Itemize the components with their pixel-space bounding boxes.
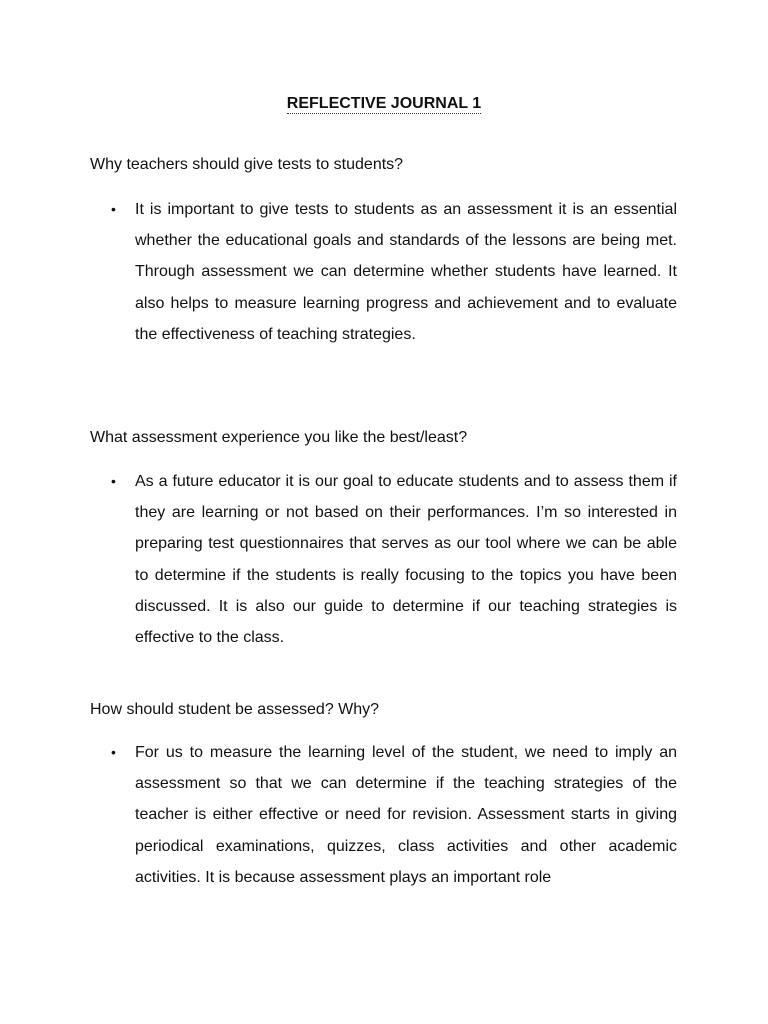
bullet-3: • (111, 744, 116, 760)
answer-2: As a future educator it is our goal to educate students and to assess them if they are learning or not based on their performances. I’m so interested in preparing test questionnaires that serves as our tool where we can be able to determine if the students is really focusing to the topics you have been discussed. It is also our guide to determine if our teaching strategies is effective to the class. (135, 473, 677, 647)
question-2: What assessment experience you like the best/least? (90, 429, 468, 446)
bullet-1: • (111, 201, 116, 217)
answer-1: It is important to give tests to students as an assessment it is an essential whether the educational goals and standards of the lessons are being met. Through assessment we can determine whether students have learned. It also helps to measure learning progress and achievement and to evaluate the effectiveness of teaching strategies. (135, 201, 677, 343)
question-3: How should student be assessed? Why? (90, 701, 380, 718)
document-title-text: REFLECTIVE JOURNAL 1 (286, 95, 482, 112)
bullet-2: • (111, 473, 116, 489)
document-title (0, 94, 768, 114)
question-1: Why teachers should give tests to students? (90, 156, 404, 173)
answer-3: For us to measure the learning level of the student, we need to imply an assessment so that we can determine if the teaching strategies of the teacher is either effective or need for revision. Assessment starts in giving periodical examinations, quizzes, class activities and other academic activities. It is because assessment plays an important role (135, 744, 677, 886)
